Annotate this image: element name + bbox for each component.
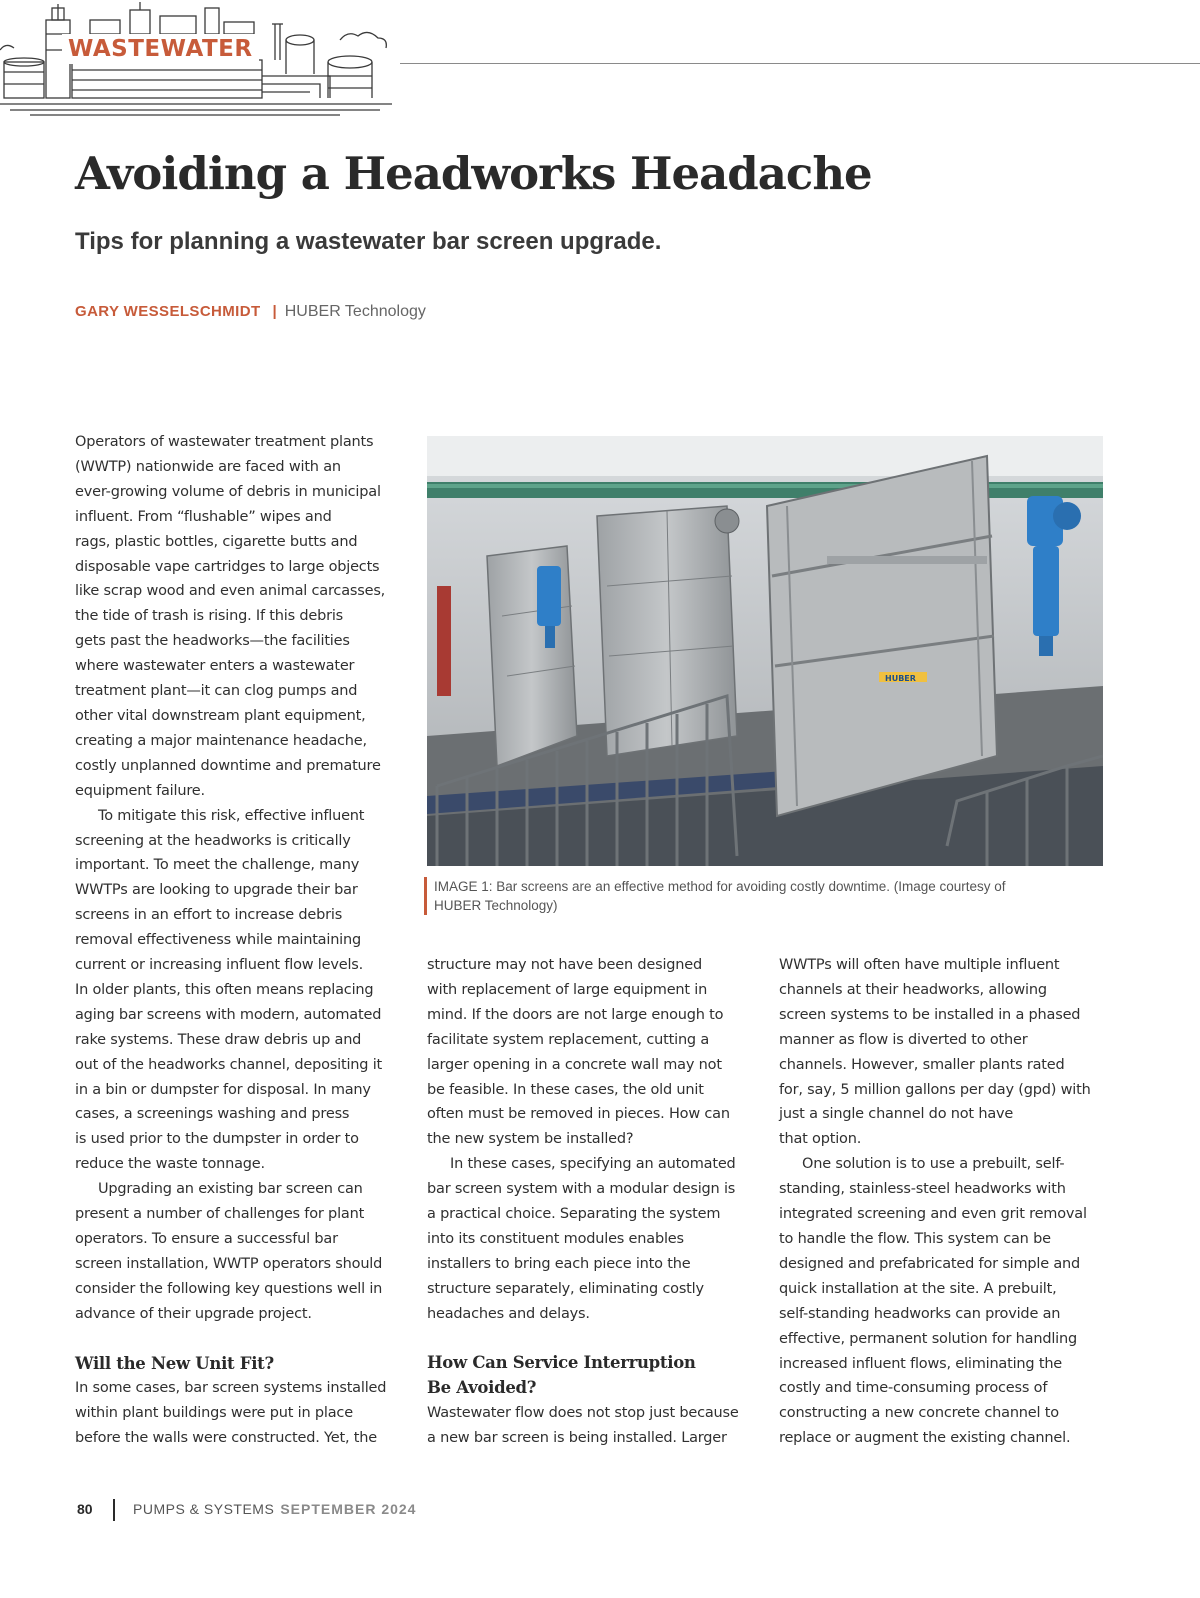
body-line: designed and prefabricated for simple and — [779, 1255, 1081, 1272]
body-line: Upgrading an existing bar screen can — [98, 1181, 363, 1198]
body-line: in a bin or dumpster for disposal. In many — [75, 1081, 371, 1098]
body-line: into its constituent modules enables — [427, 1230, 684, 1247]
body-line: In these cases, specifying an automated — [450, 1156, 736, 1173]
body-line: treatment plant—it can clog pumps and — [75, 683, 358, 700]
section-heading: Be Avoided? — [427, 1378, 537, 1398]
body-line: that option. — [779, 1131, 862, 1148]
body-line: disposable vape cartridges to large objects — [75, 558, 380, 575]
body-line: ever-growing volume of debris in municipal — [75, 483, 381, 500]
body-line: just a single channel do not have — [779, 1106, 1014, 1123]
body-line: quick installation at the site. A prebuilt, — [779, 1280, 1057, 1297]
byline-separator: | — [272, 303, 277, 320]
body-line: the new system be installed? — [427, 1131, 634, 1148]
body-line: aging bar screens with modern, automated — [75, 1006, 382, 1023]
body-line: with replacement of large equipment in — [427, 981, 708, 998]
body-line: One solution is to use a prebuilt, self- — [802, 1156, 1065, 1173]
body-line: advance of their upgrade project. — [75, 1305, 312, 1322]
body-line: creating a major maintenance headache, — [75, 732, 367, 749]
body-line: effective, permanent solution for handling — [779, 1330, 1077, 1347]
body-line: constructing a new concrete channel to — [779, 1405, 1059, 1422]
article-subtitle: Tips for planning a wastewater bar screen upgrade. — [75, 228, 662, 255]
figure-caption — [424, 877, 1074, 915]
body-line: (WWTP) nationwide are faced with an — [75, 458, 341, 475]
body-line: like scrap wood and even animal carcasses, — [75, 583, 386, 600]
body-line: increased influent flows, eliminating the — [779, 1355, 1063, 1372]
author-name: GARY WESSELSCHMIDT — [75, 303, 261, 320]
body-line: cases, a screenings washing and press — [75, 1106, 350, 1123]
body-line: Operators of wastewater treatment plants — [75, 434, 374, 450]
body-line: facilitate system replacement, cutting a — [427, 1031, 710, 1048]
paragraph-gap — [427, 1327, 752, 1352]
body-line: In older plants, this often means replacing — [75, 981, 374, 998]
paragraph-gap — [75, 1327, 400, 1352]
body-line: out of the headworks channel, depositing it — [75, 1056, 383, 1073]
body-line: manner as flow is diverted to other — [779, 1031, 1028, 1048]
body-line: larger opening in a concrete wall may not — [427, 1056, 722, 1073]
body-line: current or increasing influent flow levels. — [75, 957, 364, 974]
body-line: installers to bring each piece into the — [427, 1255, 691, 1272]
body-line: self-standing headworks can provide an — [779, 1305, 1061, 1322]
body-line: costly and time-consuming process of — [779, 1380, 1048, 1397]
article-title: Avoiding a Headworks Headache — [75, 147, 872, 200]
body-line: channels at their headworks, allowing — [779, 981, 1047, 998]
author-company: HUBER Technology — [284, 303, 426, 320]
body-line: standing, stainless-steel headworks with — [779, 1181, 1066, 1198]
body-line: reduce the waste tonnage. — [75, 1156, 265, 1173]
footer-divider — [113, 1499, 115, 1521]
body-line: rags, plastic bottles, cigarette butts and — [75, 533, 358, 550]
body-line: where wastewater enters a wastewater — [75, 658, 355, 675]
body-line: to handle the flow. This system can be — [779, 1230, 1051, 1247]
body-line: screen systems to be installed in a phased — [779, 1006, 1081, 1023]
body-line: equipment failure. — [75, 782, 205, 799]
body-line: To mitigate this risk, effective influent — [98, 807, 365, 824]
body-line: a new bar screen is being installed. Larger — [427, 1430, 727, 1447]
body-line: gets past the headworks—the facilities — [75, 633, 350, 650]
bar-screen-photo — [427, 436, 1103, 866]
body-line: important. To meet the challenge, many — [75, 857, 360, 874]
body-line: often must be removed in pieces. How can — [427, 1106, 730, 1123]
section-banner — [0, 0, 400, 118]
body-line: integrated screening and even grit removal — [779, 1206, 1087, 1223]
caption-line: HUBER Technology) — [434, 898, 558, 913]
bar-screens-illustration — [427, 436, 1103, 866]
huber-plate: HUBER — [885, 674, 916, 683]
body-line: the tide of trash is rising. If this debris — [75, 608, 344, 625]
body-line: In some cases, bar screen systems installed — [75, 1380, 387, 1397]
page-number: 80 — [77, 1501, 93, 1517]
body-line: be feasible. In these cases, the old unit — [427, 1081, 704, 1098]
body-line: for, say, 5 million gallons per day (gpd) with — [779, 1081, 1091, 1098]
body-line: a practical choice. Separating the system — [427, 1206, 721, 1223]
body-line: Wastewater flow does not stop just because — [427, 1405, 739, 1422]
body-line: bar screen system with a modular design is — [427, 1181, 736, 1198]
body-line: rake systems. These draw debris up and — [75, 1031, 362, 1048]
body-line: consider the following key questions well in — [75, 1280, 383, 1297]
column-1 — [75, 430, 400, 1451]
body-line: structure separately, eliminating costly — [427, 1280, 704, 1297]
body-line: within plant buildings were put in place — [75, 1405, 353, 1422]
page-footer — [77, 1497, 416, 1521]
issue-date: SEPTEMBER 2024 — [280, 1501, 417, 1517]
column-3 — [779, 953, 1109, 1451]
body-line: WWTPs will often have multiple influent — [779, 957, 1060, 973]
body-line: screen installation, WWTP operators should — [75, 1255, 383, 1272]
body-line: is used prior to the dumpster in order to — [75, 1131, 359, 1148]
byline — [75, 300, 426, 323]
body-line: headaches and delays. — [427, 1305, 590, 1322]
section-label: WASTEWATER — [62, 34, 259, 64]
caption-line: IMAGE 1: Bar screens are an effective method for avoiding costly downtime. (Image courtesy of — [434, 879, 1006, 894]
body-line: WWTPs are looking to upgrade their bar — [75, 882, 358, 899]
body-line: before the walls were constructed. Yet, the — [75, 1430, 377, 1447]
body-line: operators. To ensure a successful bar — [75, 1231, 338, 1247]
body-line: structure may not have been designed — [427, 957, 703, 973]
body-line: other vital downstream plant equipment, — [75, 707, 366, 724]
body-line: replace or augment the existing channel. — [779, 1430, 1071, 1447]
body-line: channels. However, smaller plants rated — [779, 1056, 1065, 1073]
header-rule — [400, 63, 1200, 64]
body-line: screening at the headworks is critically — [75, 832, 351, 849]
section-heading: Will the New Unit Fit? — [75, 1353, 274, 1373]
column-2 — [427, 953, 752, 1451]
section-heading: How Can Service Interruption — [427, 1353, 696, 1373]
body-line: influent. From “flushable” wipes and — [75, 508, 332, 525]
publication-name: PUMPS & SYSTEMS — [133, 1501, 275, 1517]
body-line: removal effectiveness while maintaining — [75, 932, 362, 949]
body-line: screens in an effort to increase debris — [75, 907, 343, 924]
body-line: present a number of challenges for plant — [75, 1206, 365, 1223]
body-line: costly unplanned downtime and premature — [75, 757, 381, 774]
body-line: mind. If the doors are not large enough to — [427, 1006, 724, 1023]
